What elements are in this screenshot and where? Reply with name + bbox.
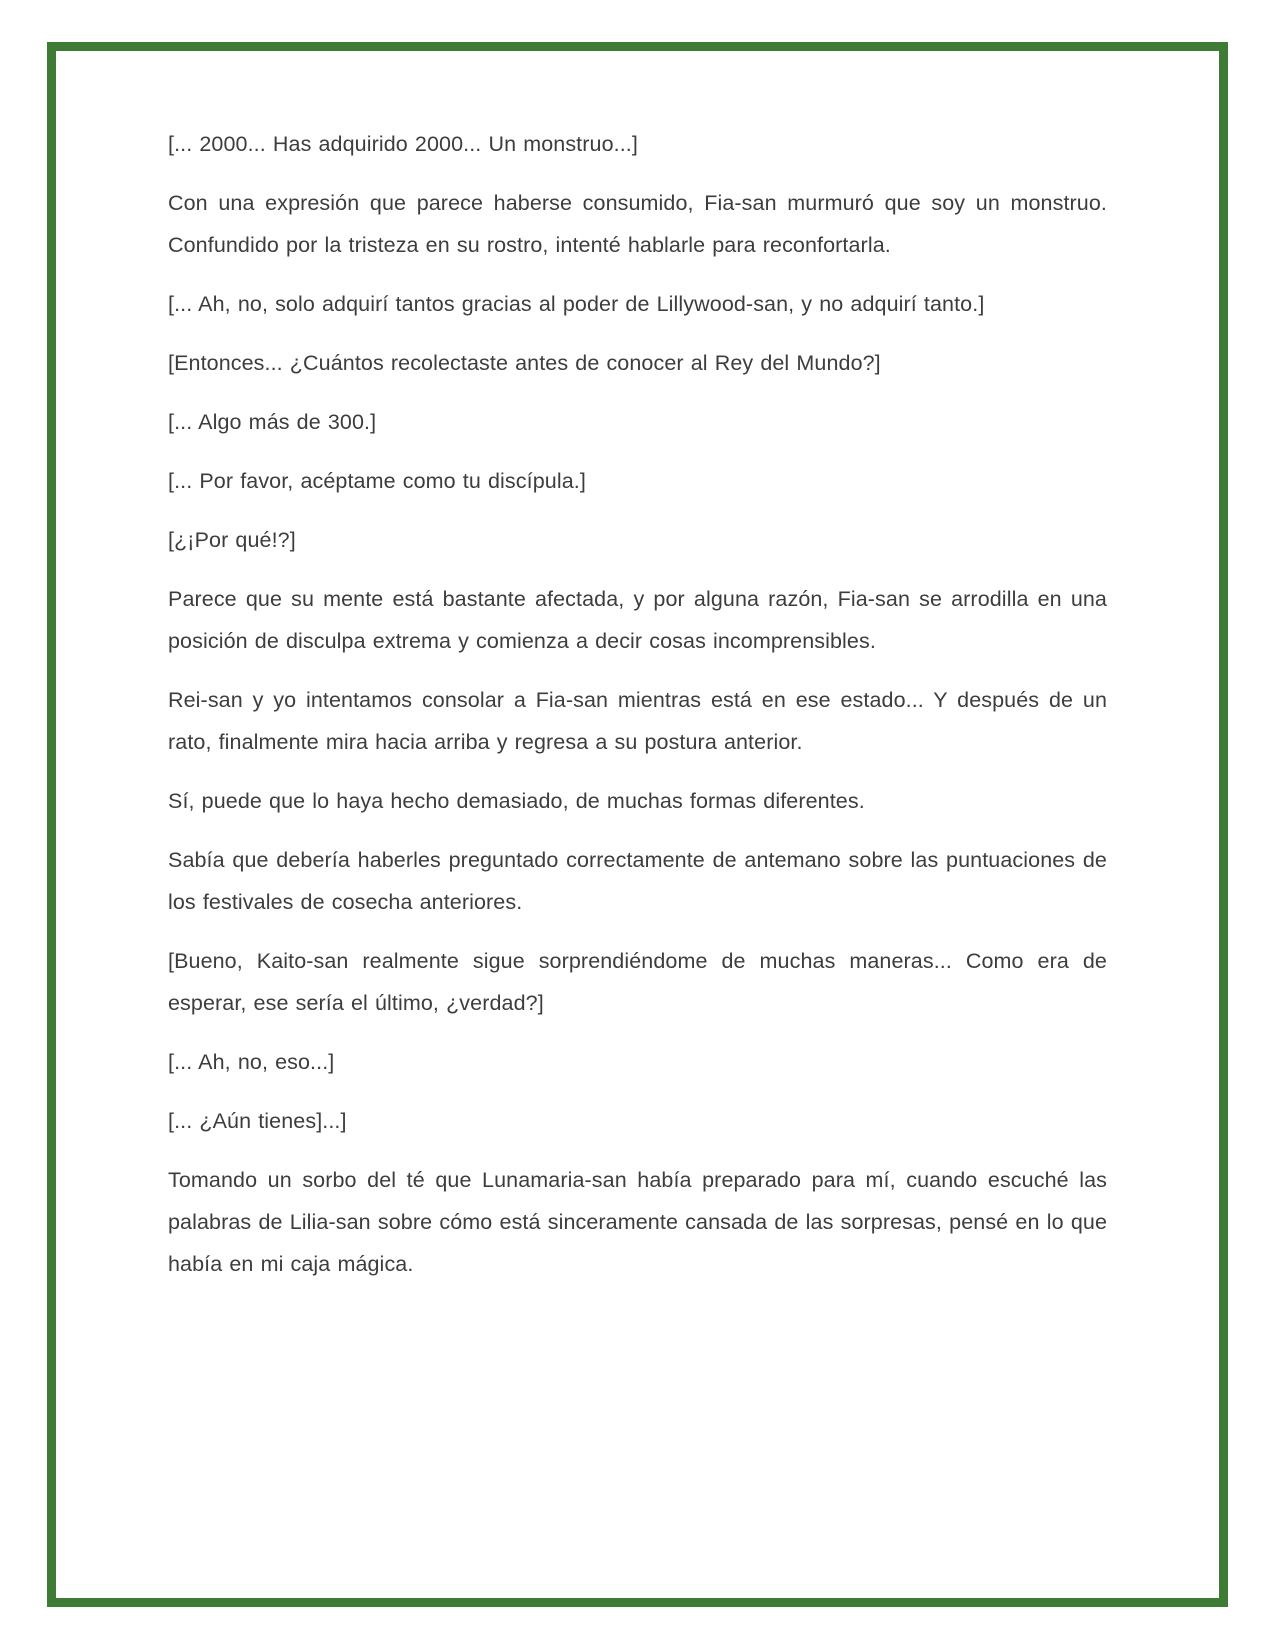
page-border-frame (47, 42, 1228, 1607)
paragraph: Rei-san y yo intentamos consolar a Fia-san mientras está en ese estado... Y después de un rato, finalmente mira hacia arriba y regresa a su postura anterior. (168, 688, 1107, 754)
document-body (56, 51, 1219, 1362)
paragraph: [... Por favor, acéptame como tu discípula.] (168, 469, 586, 493)
paragraph: Sabía que debería haberles preguntado correctamente de antemano sobre las puntuaciones de los festivales de cosecha anteriores. (168, 848, 1107, 914)
paragraph: Con una expresión que parece haberse consumido, Fia-san murmuró que soy un monstruo. Confundido por la tristeza en su rostro, intenté hablarle para reconfortarla. (168, 191, 1107, 257)
paragraph: [... 2000... Has adquirido 2000... Un monstruo...] (168, 132, 638, 156)
paragraph: Parece que su mente está bastante afectada, y por alguna razón, Fia-san se arrodilla en una posición de disculpa extrema y comienza a decir cosas incomprensibles. (168, 587, 1107, 653)
paragraph: [... Ah, no, eso...] (168, 1050, 335, 1074)
paragraph: [¿¡Por qué!?] (168, 528, 296, 552)
paragraph: Tomando un sorbo del té que Lunamaria-san había preparado para mí, cuando escuché las palabras de Lilia-san sobre cómo está sinceramente cansada de las sorpresas, pensé en lo que había en mi caja mágica. (168, 1168, 1107, 1276)
paragraph: [... Algo más de 300.] (168, 410, 377, 434)
paragraph: Sí, puede que lo haya hecho demasiado, de muchas formas diferentes. (168, 789, 865, 813)
paragraph: [Bueno, Kaito-san realmente sigue sorprendiéndome de muchas maneras... Como era de esperar, ese sería el último, ¿verdad?] (168, 949, 1107, 1015)
paragraph: [... ¿Aún tienes]...] (168, 1109, 347, 1133)
paragraph: [Entonces... ¿Cuántos recolectaste antes de conocer al Rey del Mundo?] (168, 351, 881, 375)
paragraph: [... Ah, no, solo adquirí tantos gracias al poder de Lillywood-san, y no adquirí tanto.] (168, 292, 985, 316)
